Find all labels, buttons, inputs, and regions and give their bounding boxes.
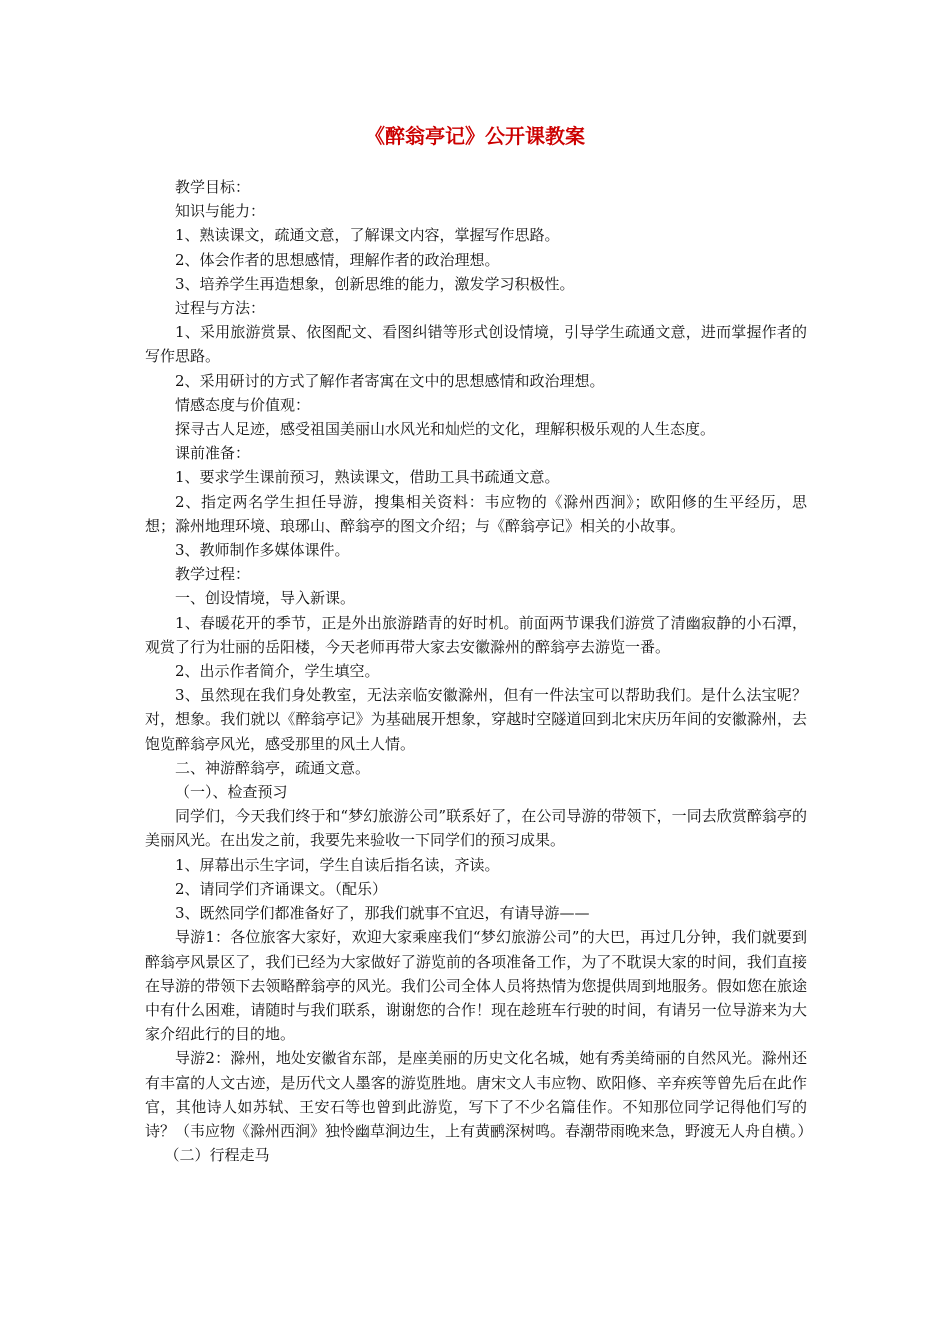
paragraph: 3、既然同学们都准备好了，那我们就事不宜迟，有请导游—— <box>175 904 590 923</box>
paragraph: 一、创设情境，导入新课。 <box>175 589 356 608</box>
paragraph: 1、要求学生课前预习，熟读课文，借助工具书疏通文意。 <box>175 468 560 487</box>
paragraph: （一）、检查预习 <box>175 783 288 802</box>
document-title: 《醉翁亭记》公开课教案 <box>365 124 585 148</box>
paragraph: 2、请同学们齐诵课文。（配乐） <box>175 879 388 898</box>
paragraph: 3、虽然现在我们身处教室，无法亲临安徽滁州，但有一件法宝可以帮助我们。是什么法宝呢？对，想象。我们就以《醉翁亭记》为基础展开想象，穿越时空隧道回到北宋庆历年间的安徽滁州，去饱览醉翁亭风光，感受那里的风土人情。 <box>145 686 807 753</box>
paragraph: 教学过程： <box>175 565 251 584</box>
paragraph: 二、神游醉翁亭，疏通文意。 <box>175 758 371 777</box>
paragraph: 1、熟读课文，疏通文意，了解课文内容，掌握写作思路。 <box>175 226 560 245</box>
paragraph: 1、春暖花开的季节，正是外出旅游踏青的好时机。前面两节课我们游赏了清幽寂静的小石潭，观赏了行为壮丽的岳阳楼，今天老师再带大家去安徽滁州的醉翁亭去游览一番。 <box>145 613 807 656</box>
paragraph: 2、体会作者的思想感情，理解作者的政治理想。 <box>175 250 500 269</box>
document-body <box>145 175 813 1167</box>
paragraph: 2、出示作者简介，学生填空。 <box>175 662 380 681</box>
paragraph: （二）行程走马 <box>164 1146 270 1165</box>
paragraph: 1、屏幕出示生字词，学生自读后指名读，齐读。 <box>175 855 500 874</box>
paragraph: 2、采用研讨的方式了解作者寄寓在文中的思想感情和政治理想。 <box>175 371 605 390</box>
paragraph: 导游2：滁州，地处安徽省东部，是座美丽的历史文化名城，她有秀美绮丽的自然风光。滁州还有丰富的人文古迹，是历代文人墨客的游览胜地。唐宋文人韦应物、欧阳修、辛弃疾等曾先后在此作官，其他诗人如苏轼、王安石等也曾到此游览，写下了不少名篇佳作。不知那位同学记得他们写的诗？（韦应物《滁州西涧》独怜幽草涧边生，上有黄鹂深树鸣。春潮带雨晚来急，野渡无人舟自横。） <box>145 1049 813 1140</box>
paragraph: 情感态度与价值观： <box>175 395 311 414</box>
paragraph: 2、指定两名学生担任导游，搜集相关资料：韦应物的《滁州西涧》；欧阳修的生平经历，思想；滁州地理环境、琅琊山、醉翁亭的图文介绍；与《醉翁亭记》相关的小故事。 <box>145 492 807 535</box>
paragraph: 1、采用旅游赏景、依图配文、看图纠错等形式创设情境，引导学生疏通文意，进而掌握作者的写作思路。 <box>145 323 807 366</box>
paragraph: 3、培养学生再造想象，创新思维的能力，激发学习积极性。 <box>175 274 575 293</box>
paragraph: 教学目标： <box>175 178 251 196</box>
paragraph: 导游1：各位旅客大家好，欢迎大家乘座我们“梦幻旅游公司”的大巴，再过几分钟，我们就要到醉翁亭风景区了，我们已经为大家做好了游览前的各项准备工作，为了不耽误大家的时间，我们直接在导游的带领下去领略醉翁亭的风光。我们公司全体人员将热情为您提供周到地服务。假如您在旅途中有什么困难，请随时与我们联系，谢谢您的合作！现在趁班车行驶的时间，有请另一位导游来为大家介绍此行的目的地。 <box>145 928 807 1044</box>
paragraph: 探寻古人足迹，感受祖国美丽山水风光和灿烂的文化，理解积极乐观的人生态度。 <box>175 420 716 439</box>
paragraph: 过程与方法： <box>175 299 266 318</box>
paragraph: 同学们，今天我们终于和“梦幻旅游公司”联系好了，在公司导游的带领下，一同去欣赏醉翁亭的美丽风光。在出发之前，我要先来验收一下同学们的预习成果。 <box>145 807 807 850</box>
paragraph: 知识与能力： <box>175 202 266 221</box>
paragraph: 课前准备： <box>175 444 251 463</box>
paragraph: 3、教师制作多媒体课件。 <box>175 541 350 560</box>
